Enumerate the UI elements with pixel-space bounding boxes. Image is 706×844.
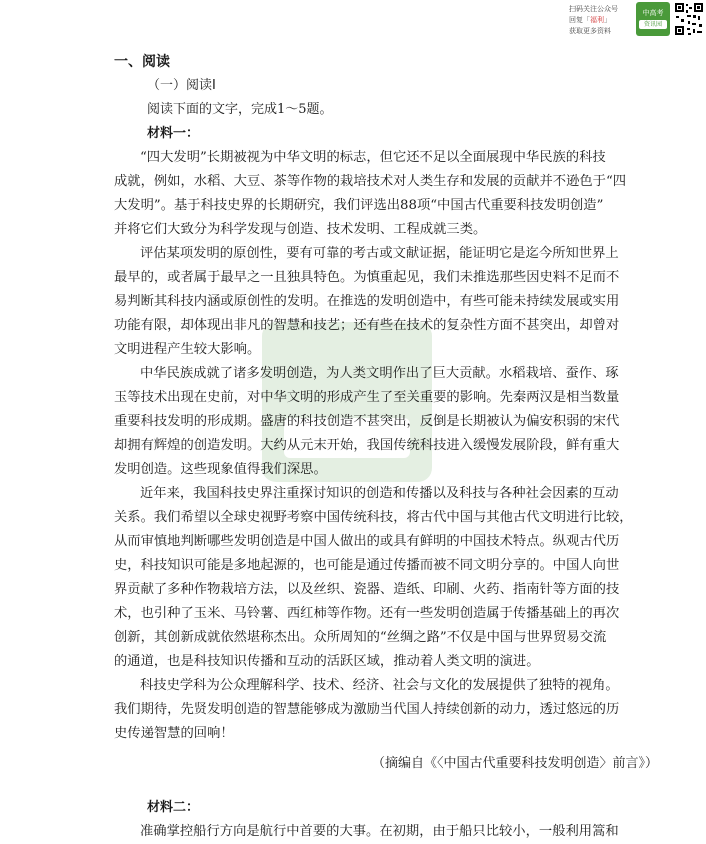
citation: （摘编自《〈中国古代重要科技发明创造〉前言》）: [371, 756, 658, 771]
document-body: [114, 50, 694, 844]
text-line: 大发明”。基于科技史界的长期研究，我们评选出88项“中国古代重要科技发明创造”: [114, 198, 604, 213]
material-2-label: 材料二：: [147, 800, 200, 815]
text-line: 玉等技术出现在史前，对中华文明的形成产生了至关重要的影响。先秦两汉是相当数量: [114, 390, 620, 405]
text-line: 文明进程产生较大影响。: [114, 342, 261, 357]
scan-line-1: 扫码关注公众号: [569, 5, 618, 13]
instruction-text: 阅读下面的文字，完成1～5题。: [147, 102, 333, 117]
text-line: 界贡献了多种作物栽培方法，以及丝织、瓷器、造纸、印刷、火药、指南针等方面的技: [114, 582, 620, 597]
brand-logo: 中高考 资讯园: [636, 2, 670, 36]
text-line: 并将它们大致分为科学发现与创造、技术发明、工程成就三类。: [114, 222, 487, 237]
text-line: 发明创造。这些现象值得我们深思。: [114, 462, 327, 477]
qr-code-icon: [674, 2, 704, 36]
text-line: 科技史学科为公众理解科学、技术、经济、社会与文化的发展提供了独特的视角。: [140, 678, 619, 693]
text-line: 的通道，也是科技知识传播和互动的活跃区域，推动着人类文明的演进。: [114, 654, 540, 669]
text-line: 从而审慎地判断哪些发明创造是中国人做出的或具有鲜明的中国技术特点。纵观古代历: [114, 534, 620, 549]
text-line: 成就，例如，水稻、大豆、茶等作物的栽培技术对人类生存和发展的贡献并不逊色于“四: [114, 174, 627, 189]
text-line: 关系。我们希望以全球史视野考察中国传统科技，将古代中国与其他古代文明进行比较，: [114, 510, 633, 525]
text-line: 术，也引种了玉米、马铃薯、西红柿等作物。还有一些发明创造属于传播基础上的再次: [114, 606, 620, 621]
text-line: 功能有限，却体现出非凡的智慧和技艺；还有些在技术的复杂性方面不甚突出，却曾对: [114, 318, 620, 333]
text-line: 却拥有辉煌的创造发明。大约从元末开始，我国传统科技进入缓慢发展阶段，鲜有重大: [114, 438, 620, 453]
subsection-heading: （一）阅读Ⅰ: [147, 78, 216, 93]
section-heading: 一、阅读: [114, 54, 170, 70]
paragraph-5: [114, 674, 694, 746]
scan-line-2: 回复「福利」: [569, 16, 611, 24]
paragraph-6: [114, 820, 694, 844]
text-line: 近年来，我国科技史界注重探讨知识的创造和传播以及科技与各种社会因素的互动: [140, 486, 619, 501]
text-line: 评估某项发明的原创性，要有可靠的考古或文献证据，能证明它是迄今所知世界上: [140, 246, 619, 261]
text-line: 易判断其科技内涵或原创性的发明。在推选的发明创造中，有些可能未持续发展或实用: [114, 294, 620, 309]
text-line: 中华民族成就了诸多发明创造，为人类文明作出了巨大贡献。水稻栽培、蚕作、琢: [140, 366, 619, 381]
text-line: 创新，其创新成就依然堪称杰出。众所周知的“丝绸之路”不仅是中国与世界贸易交流: [114, 630, 607, 645]
text-line: 史，科技知识可能是多地起源的，也可能是通过传播而被不同文明分享的。中国人向世: [114, 558, 620, 573]
paragraph-4: [114, 482, 694, 674]
text-line: “四大发明”长期被视为中华文明的标志，但它还不足以全面展现中华民族的科技: [140, 150, 606, 165]
paragraph-2: [114, 242, 694, 362]
scan-line-3: 获取更多资料: [569, 27, 611, 35]
text-line: 我们期待，先贤发明创造的智慧能够成为激励当代国人持续创新的动力，透过悠远的历: [114, 702, 620, 717]
paragraph-1: [114, 146, 694, 242]
text-line: 史传递智慧的回响！: [114, 726, 234, 741]
material-1-label: 材料一：: [147, 126, 200, 141]
paragraph-3: [114, 362, 694, 482]
text-line: 最早的，或者属于最早之一且独具特色。为慎重起见，我们未推选那些因史料不足而不: [114, 270, 620, 285]
text-line: 准确掌控船行方向是航行中首要的大事。在初期，由于船只比较小，一般利用篙和: [140, 824, 619, 839]
qr-promo-text: [569, 4, 618, 37]
text-line: 重要科技发明的形成期。盛唐的科技创造不甚突出，反倒是长期被认为偏安积弱的宋代: [114, 414, 620, 429]
